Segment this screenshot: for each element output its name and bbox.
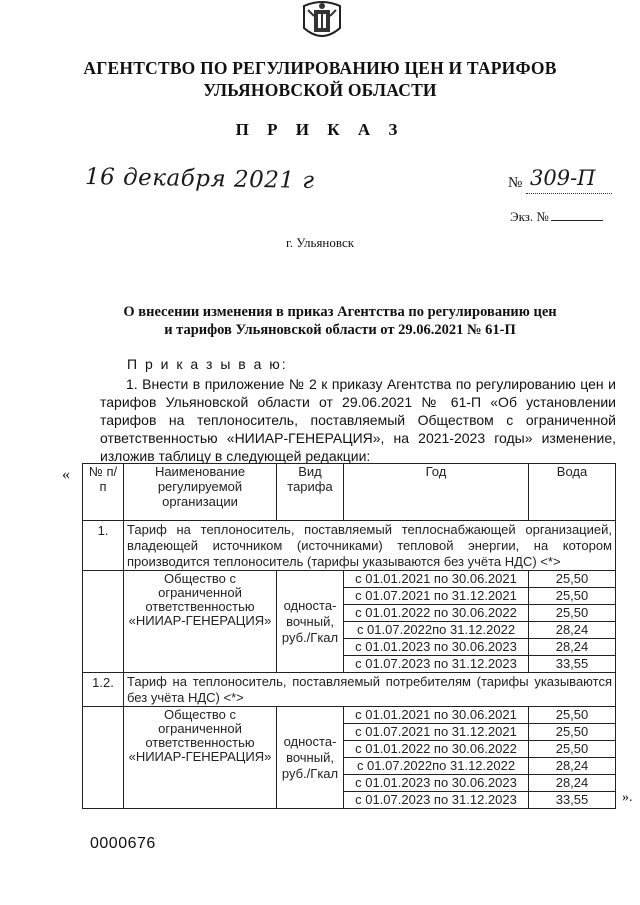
period-cell: с 01.01.2023 по 30.06.2023	[344, 775, 529, 792]
number-label: №	[508, 175, 523, 191]
value-cell: 28,24	[529, 639, 616, 656]
period-cell: с 01.01.2021 по 30.06.2021	[344, 707, 529, 724]
agency-name-line2: УЛЬЯНОВСКОЙ ОБЛАСТИ	[203, 80, 437, 100]
number-underline	[526, 193, 612, 194]
period-cell: с 01.01.2022 по 30.06.2022	[344, 741, 529, 758]
empty-cell	[83, 571, 124, 673]
subject-line1: О внесении изменения в приказ Агентства по регулированию цен	[123, 304, 557, 320]
value-cell: 25,50	[529, 707, 616, 724]
header-water: Вода	[529, 464, 616, 521]
value-cell: 28,24	[529, 622, 616, 639]
value-cell: 28,24	[529, 775, 616, 792]
value-cell: 25,50	[529, 588, 616, 605]
handwritten-number: 309-П	[530, 166, 596, 190]
header-vid: Вид тарифа	[277, 464, 344, 521]
section-text: Тариф на теплоноситель, поставляемый теплоснабжающей организацией, владеющей источником (источниками) тепловой энергии, на котором производится теплоноситель (тарифы указываются без учёта НДС) <*>	[124, 521, 616, 571]
city: г. Ульяновск	[285, 235, 355, 250]
header-num: № п/п	[83, 464, 124, 521]
table-header-row	[83, 464, 616, 521]
copy-number	[510, 209, 603, 225]
subject-line2: и тарифов Ульяновской области от 29.06.2021 № 61-П	[164, 322, 516, 338]
value-cell: 25,50	[529, 605, 616, 622]
coat-of-arms-icon	[300, 0, 344, 46]
period-cell: с 01.07.2022по 31.12.2022	[344, 758, 529, 775]
value-cell: 33,55	[529, 792, 616, 809]
document-type: П Р И К А З	[235, 120, 405, 139]
prikazyvayu: П р и к а з ы в а ю:	[127, 356, 288, 372]
period-cell: с 01.07.2023 по 31.12.2023	[344, 792, 529, 809]
period-cell: с 01.07.2021 по 31.12.2021	[344, 588, 529, 605]
organization-name: Общество с ограниченной ответственностью «НИИАР-ГЕНЕРАЦИЯ»	[124, 571, 277, 673]
value-cell: 28,24	[529, 758, 616, 775]
copy-label: Экз. №	[510, 209, 549, 224]
header-year: Год	[344, 464, 529, 521]
period-cell: с 01.07.2021 по 31.12.2021	[344, 724, 529, 741]
document-subject	[80, 303, 600, 339]
value-cell: 25,50	[529, 741, 616, 758]
paragraph-text: 1. Внести в приложение № 2 к приказу Агентства по регулированию цен и тарифов Ульяновской области от 29.06.2021 № 61-П «Об установлении тарифов на теплоноситель, поставляемый Обществом с ограниченной ответственностью «НИИАР-ГЕНЕРАЦИЯ», на 2021-2023 годы» изменение, изложив таблицу в следующей редакции:	[100, 376, 616, 464]
quote-close: ».	[622, 790, 633, 805]
header-name: Наименование регулируемой организации	[124, 464, 277, 521]
handwritten-date: 16 декабря 2021 г	[84, 163, 315, 195]
table-row	[83, 571, 616, 588]
agency-name-line1: АГЕНТСТВО ПО РЕГУЛИРОВАНИЮ ЦЕН И ТАРИФОВ	[83, 58, 557, 78]
period-cell: с 01.01.2023 по 30.06.2023	[344, 639, 529, 656]
copy-blank	[551, 220, 603, 221]
period-cell: с 01.01.2021 по 30.06.2021	[344, 571, 529, 588]
section-text: Тариф на теплоноситель, поставляемый потребителям (тарифы указываются без учёта НДС) <*>	[124, 673, 616, 707]
tariff-type: односта-вочный, руб./Гкал	[277, 707, 344, 809]
tariff-table	[82, 463, 616, 809]
tariff-type: односта-вочный, руб./Гкал	[277, 571, 344, 673]
empty-cell	[83, 707, 124, 809]
quote-open: «	[62, 466, 70, 483]
section-number: 1.	[83, 521, 124, 571]
table-row	[83, 707, 616, 724]
value-cell: 33,55	[529, 656, 616, 673]
period-cell: с 01.07.2022по 31.12.2022	[344, 622, 529, 639]
organization-name: Общество с ограниченной ответственностью «НИИАР-ГЕНЕРАЦИЯ»	[124, 707, 277, 809]
section-number: 1.2.	[83, 673, 124, 707]
stamp-number: 0000676	[90, 835, 156, 852]
value-cell: 25,50	[529, 724, 616, 741]
order-paragraph	[100, 375, 616, 465]
section-row	[83, 673, 616, 707]
period-cell: с 01.01.2022 по 30.06.2022	[344, 605, 529, 622]
section-row	[83, 521, 616, 571]
value-cell: 25,50	[529, 571, 616, 588]
period-cell: с 01.07.2023 по 31.12.2023	[344, 656, 529, 673]
